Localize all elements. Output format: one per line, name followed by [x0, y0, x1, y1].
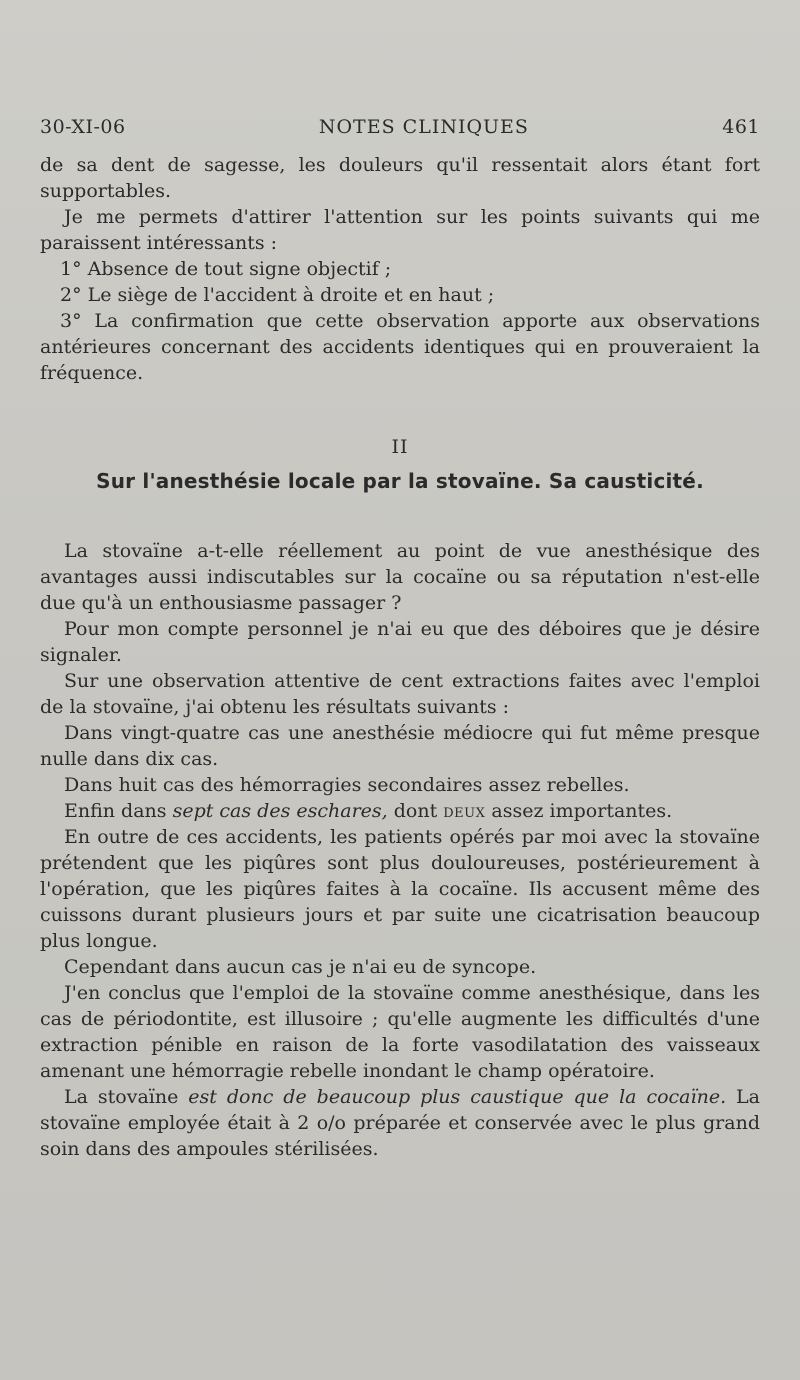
header-title: NOTES CLINIQUES — [318, 116, 529, 138]
eschars-lead: Enfin dans — [64, 800, 173, 822]
paragraph-causticity — [40, 1084, 760, 1162]
section-number: II — [391, 436, 409, 458]
causticity-tail: La stovaïne employée était à 2 o/o préparée et conservée avec le plus grand soin dans des ampoules stérilisées. — [40, 1086, 761, 1160]
paragraph-intro-continuation: de sa dent de sagesse, les douleurs qu'il ressentait alors étant fort supportables. — [40, 154, 760, 202]
section-title: Sur l'anesthésie locale par la stovaïne. Sa causticité. — [96, 469, 704, 493]
causticity-lead: La stovaïne — [64, 1086, 189, 1108]
list-item-3: 3° La confirmation que cette observation apporte aux observations antérieures concernant des accidents identiques qui en prouveraient la fréquence. — [40, 310, 760, 384]
paragraph-syncope: Cependant dans aucun cas je n'ai eu de syncope. — [64, 956, 537, 978]
page-body — [40, 152, 760, 1162]
paragraph-result-anesthesia: Dans vingt-quatre cas une anesthésie médiocre qui fut même presque nulle dans dix cas. — [40, 722, 760, 770]
paragraph-result-eschars — [40, 798, 760, 824]
eschars-italic: sept cas des eschares, — [172, 800, 388, 822]
eschars-mid: dont — [387, 800, 444, 822]
paragraph-personal: Pour mon compte personnel je n'ai eu que des déboires que je désire signaler. — [40, 618, 760, 666]
paragraph-points-intro: Je me permets d'attirer l'attention sur les points suivants qui me paraissent intéressants : — [40, 206, 760, 254]
header-date: 30-XI-06 — [40, 116, 126, 138]
running-header — [40, 116, 760, 146]
eschars-smallcaps: deux — [443, 800, 486, 822]
paragraph-conclusion: J'en conclus que l'emploi de la stovaïne comme anesthésique, dans les cas de périodontite, est illusoire ; qu'elle augmente les difficultés d'une extraction pénible en raison de la forte vasodilatation des vaisseaux amenant une hémorragie rebelle inondant le champ opératoire. — [40, 982, 760, 1082]
causticity-italic: est donc de beaucoup plus caustique que la cocaïne. — [188, 1086, 727, 1108]
paragraph-question: La stovaïne a-t-elle réellement au point de vue anesthésique des avantages aussi indiscutables sur la cocaïne ou sa réputation n'est-elle due qu'à un enthousiasme passager ? — [40, 540, 760, 614]
paragraph-result-hemorrhage: Dans huit cas des hémorragies secondaires assez rebelles. — [64, 774, 630, 796]
list-item-2: 2° Le siège de l'accident à droite et en haut ; — [60, 284, 495, 306]
page-number: 461 — [722, 116, 760, 138]
paragraph-patients: En outre de ces accidents, les patients opérés par moi avec la stovaïne prétendent que les piqûres sont plus douloureuses, postérieurement à l'opération, que les piqûres faites à la cocaïne. Ils accusent même des cuissons durant plusieurs jours et par suite une cicatrisation beaucoup plus longue. — [40, 826, 760, 952]
paragraph-observation: Sur une observation attentive de cent extractions faites avec l'emploi de la stovaïne, j'ai obtenu les résultats suivants : — [40, 670, 760, 718]
eschars-tail: assez importantes. — [485, 800, 673, 822]
list-item-1: 1° Absence de tout signe objectif ; — [60, 258, 392, 280]
